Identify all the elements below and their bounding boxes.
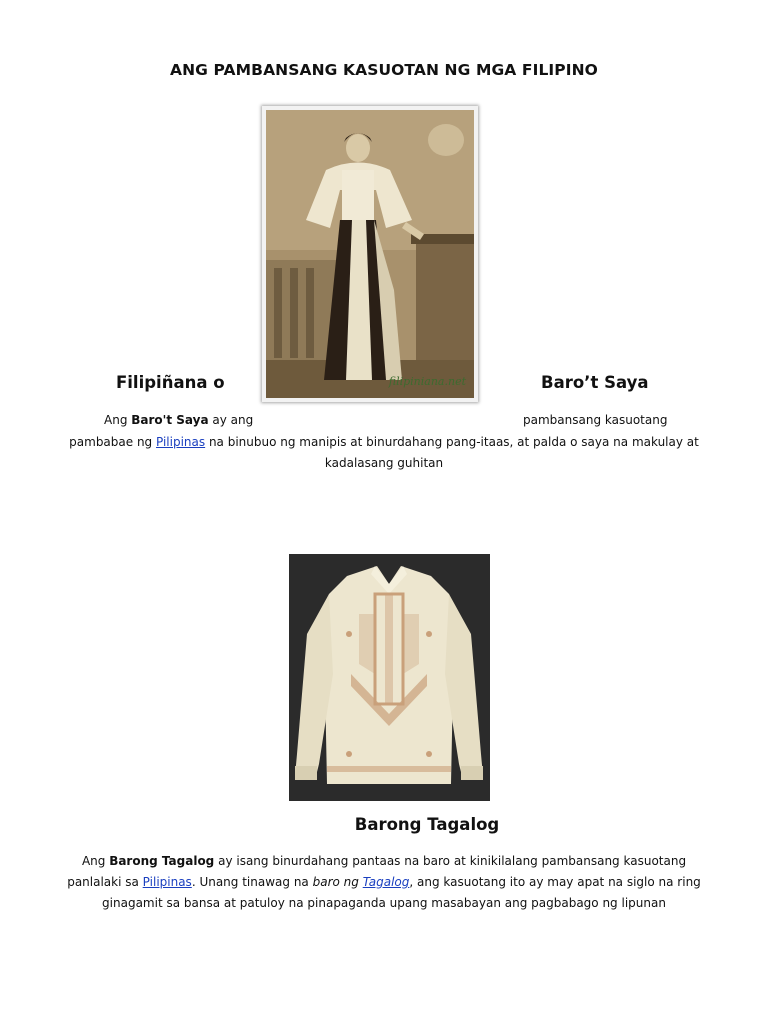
bold-term: Barong Tagalog (109, 854, 215, 868)
text: . Unang tinawag na (191, 875, 313, 889)
text: Ang (81, 854, 110, 868)
heading-filipiniana: Filipiñana o (116, 373, 225, 392)
pilipinas-link[interactable]: Pilipinas (156, 435, 206, 449)
paragraph-line (0, 432, 768, 453)
text: pambabae ng (69, 435, 156, 449)
text: Ang (104, 413, 132, 427)
italic-term: baro ng (312, 875, 363, 889)
paragraph-line (0, 872, 768, 893)
page-title: ANG PAMBANSANG KASUOTAN NG MGA FILIPINO (170, 61, 598, 79)
paragraph-1-right: pambansang kasuotang (523, 413, 668, 427)
watermark-text: filipiniana.net (388, 375, 466, 388)
text: , ang kasuotang ito ay may apat na siglo na ring (409, 875, 701, 889)
heading-barot-saya: Baro’t Saya (541, 373, 649, 392)
paragraph-1-continuation (0, 432, 768, 474)
paragraph-line: kadalasang guhitan (324, 456, 444, 470)
bold-term: Baro't Saya (131, 413, 209, 427)
paragraph-barong (0, 851, 768, 914)
filipiniana-photo (262, 106, 478, 402)
paragraph-line (0, 851, 768, 872)
text: na binubuo ng manipis at binurdahang pang-itaas, at palda o saya na makulay at (205, 435, 699, 449)
barong-tagalog-photo (289, 554, 490, 801)
pilipinas-link[interactable]: Pilipinas (142, 875, 192, 889)
tagalog-link[interactable]: Tagalog (362, 875, 410, 889)
text: ay ang (208, 413, 254, 427)
paragraph-1-start (104, 413, 253, 427)
text: ay isang binurdahang pantaas na baro at kinikilalang pambansang kasuotang (214, 854, 687, 868)
heading-barong-tagalog: Barong Tagalog (354, 815, 500, 834)
text: panlalaki sa (67, 875, 143, 889)
paragraph-line: ginagamit sa bansa at patuloy na pinapaganda upang masabayan ang pagbabago ng lipunan (102, 896, 666, 910)
